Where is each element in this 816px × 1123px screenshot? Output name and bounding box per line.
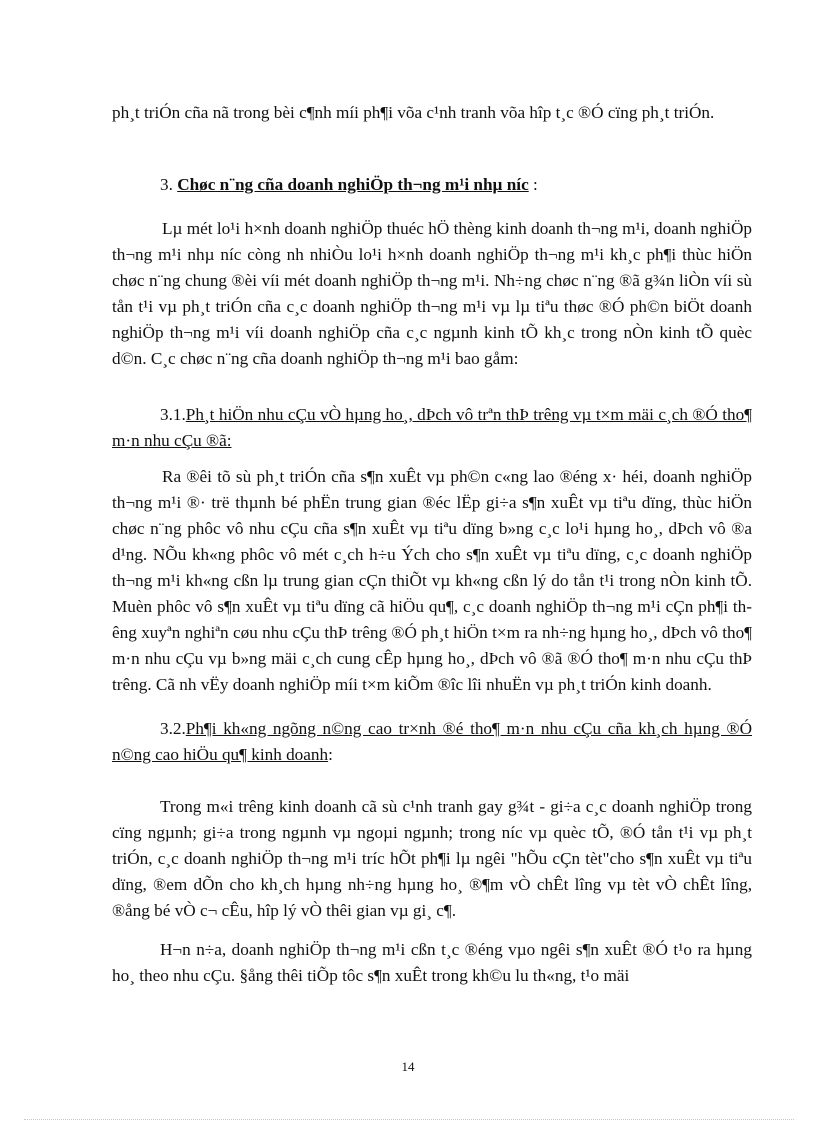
section-3-number: 3. <box>160 175 178 194</box>
section-3-title: Chøc n¨ng cña doanh nghiÖp th¬ng m¹i nhµ níc <box>177 175 529 194</box>
section-3-1-title: Ph¸t hiÖn nhu cÇu vÒ hµng ho¸, dÞch vô trªn thÞ trêng vµ t×m mäi c¸ch ®Ó tho¶ m·n nhu cÇu ®ã: <box>112 405 752 450</box>
section-3-suffix: : <box>528 175 538 194</box>
paragraph-continuation: ph¸t triÓn cña nã trong bèi c¶nh míi ph¶i võa c¹nh tranh võa hîp t¸c ®Ó cïng ph¸t triÓn. <box>112 103 715 122</box>
section-3-1-heading <box>112 402 752 454</box>
page-number: 14 <box>401 1059 415 1074</box>
section-3-2-title: Ph¶i kh«ng ngõng n©ng cao tr×nh ®é tho¶ m·n nhu cÇu cña kh¸ch hµng ®Ó n©ng cao hiÖu qu¶ kinh doanh <box>112 719 752 764</box>
paragraph-functions-intro: Lµ mét lo¹i h×nh doanh nghiÖp thuéc hÖ thèng kinh doanh th¬ng m¹i, doanh nghiÖp th¬ng m¹i nhµ níc còng nh nhiÒu lo¹i h×nh doanh nghiÖp th¬ng m¹i kh¸c ph¶i thùc hiÖn chøc n¨ng chung ®èi víi mét doanh nghiÖp th¬ng m¹i. Nh÷ng chøc n¨ng ®ã g¾n liÒn víi sù tån t¹i vµ ph¸t triÓn cña c¸c doanh nghiÖp th¬ng m¹i vµ lµ tiªu thøc ®Ó ph©n biÖt doanh nghiÖp th¬ng m¹i víi doanh nghiÖp cña c¸c ngµnh kinh tÕ kh¸c trong nÒn kinh tÕ quèc d©n. C¸c chøc n¨ng cña doanh nghiÖp th¬ng m¹i bao gåm: <box>112 219 752 368</box>
section-3-2-number: 3.2. <box>160 719 186 738</box>
paragraph-section-3-1-body: Ra ®êi tõ sù ph¸t triÓn cña s¶n xuÊt vµ ph©n c«ng lao ®éng x· héi, doanh nghiÖp th¬ng m¹i ®· trë thµnh bé phËn trung gian ®éc lËp gi÷a s¶n xuÊt vµ tiªu dïng, thùc hiÖn chøc n¨ng phôc vô nhu cÇu cña s¶n xuÊt vµ tiªu dïng b»ng c¸c lo¹i hµng ho¸, dÞch vô ®a d¹ng. NÕu kh«ng phôc vô mét c¸ch h÷u Ých cho s¶n xuÊt vµ tiªu dïng, c¸c doanh nghiÖp th¬ng m¹i kh«ng cßn lµ trung gian cÇn thiÕt vµ kh«ng cßn lý do tån t¹i trong nÒn kinh tÕ. Muèn phôc vô s¶n xuÊt vµ tiªu dïng cã hiÖu qu¶, c¸c doanh nghiÖp th¬ng m¹i cÇn ph¶i thêng xuyªn nghiªn cøu nhu cÇu thÞ trêng ®Ó ph¸t hiÖn t×m ra nh÷ng hµng ho¸, dÞch vô tho¶ m·n nhu cÇu vµ b»ng mäi c¸ch cung cÊp hµng ho¸, dÞch vô ®ã ®Ó tho¶ m·n nhu cÇu thÞ trêng. Cã nh vËy doanh nghiÖp míi t×m kiÕm ®îc lîi nhuËn vµ ph¸t triÓn kinh doanh. <box>112 467 752 694</box>
paragraph-section-3-2-body: Trong m«i trêng kinh doanh cã sù c¹nh tranh gay g¾t - gi÷a c¸c doanh nghiÖp trong cïng ngµnh; gi÷a trong ngµnh vµ ngoµi ngµnh; trong níc vµ quèc tÕ, ®Ó tån t¹i vµ ph¸t triÓn, c¸c doanh nghiÖp th¬ng m¹i tríc hÕt ph¶i lµ ngêi "hÕu cÇn tèt"cho s¶n xuÊt vµ tiªu dïng, ®em dÕn cho kh¸ch hµng nh÷ng hµng ho¸ ®¶m vÒ chÊt lîng vµ tèt vÒ chÊt lîng, ®ång bé vÒ c¬ cÊu, hîp lý vÒ thêi gian vµ gi¸ c¶. <box>112 797 752 920</box>
section-3-2-heading <box>112 716 752 768</box>
page-bottom-divider <box>24 1119 794 1120</box>
section-3-1-number: 3.1. <box>160 405 186 424</box>
section-3-2-suffix: : <box>328 745 333 764</box>
section-3-heading <box>112 172 752 198</box>
paragraph-section-3-2-continued: H¬n n÷a, doanh nghiÖp th¬ng m¹i cßn t¸c ®éng vµo ngêi s¶n xuÊt ®Ó t¹o ra hµng ho¸ theo nhu cÇu. §ång thêi tiÕp tôc s¶n xuÊt trong kh©u lu th«ng, t¹o mäi <box>112 940 752 985</box>
